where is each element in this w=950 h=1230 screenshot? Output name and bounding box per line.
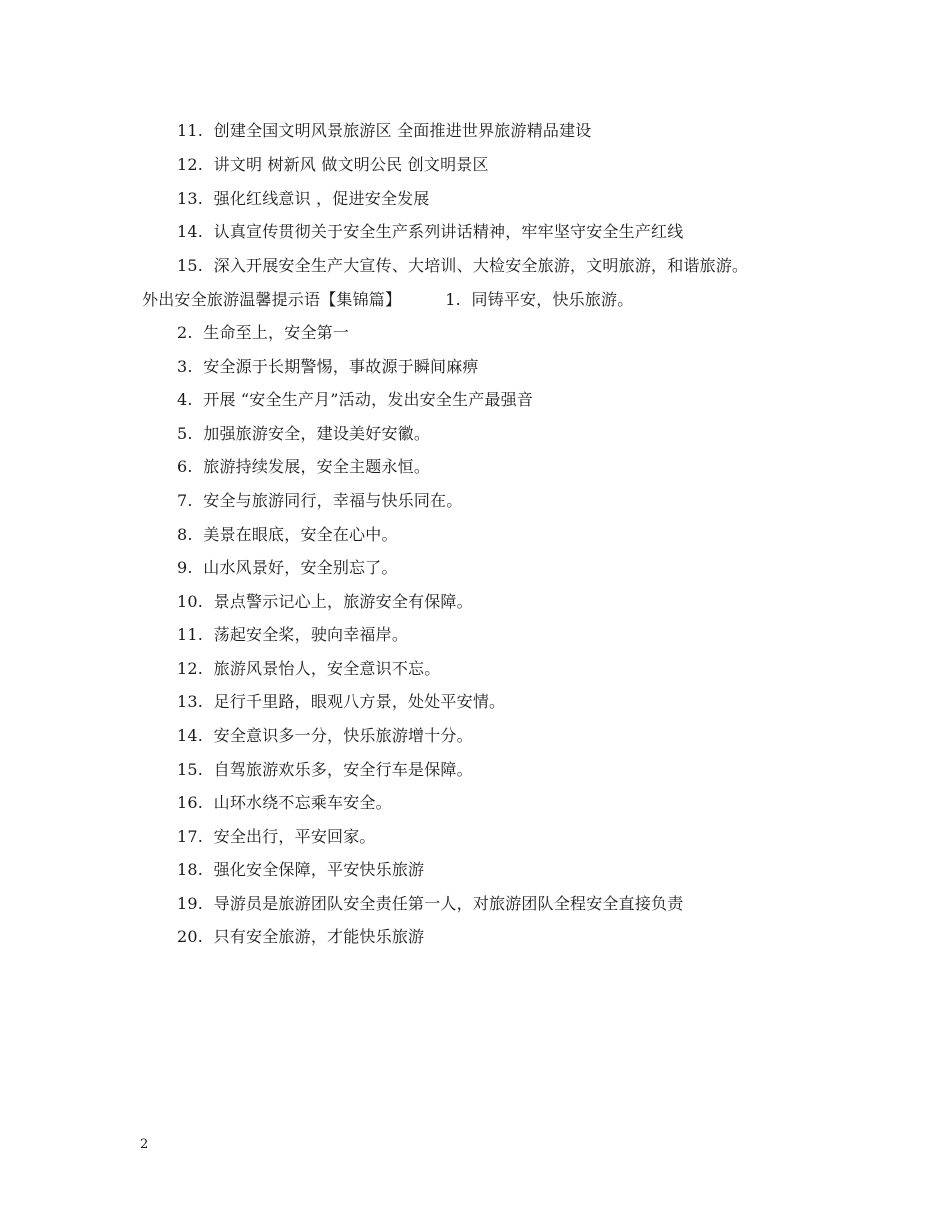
list-item: 10. 景点警示记心上，旅游安全有保障。	[177, 592, 473, 611]
list-item: 17. 安全出行，平安回家。	[177, 827, 376, 846]
list-item: 19. 导游员是旅游团队安全责任第一人，对旅游团队全程安全直接负责	[177, 894, 684, 913]
list-item: 8. 美景在眼底，安全在心中。	[177, 525, 398, 544]
list-item: 13. 足行千里路，眼观八方景，处处平安情。	[177, 692, 506, 711]
list-item: 2. 生命至上，安全第一	[177, 323, 350, 342]
section-heading-line	[142, 290, 633, 310]
section-heading: 外出安全旅游温馨提示语【集锦篇】	[142, 290, 402, 309]
list-item: 16. 山环水绕不忘乘车安全。	[177, 793, 392, 812]
list-item: 1. 同铸平安，快乐旅游。	[445, 290, 634, 309]
list-item: 14. 认真宣传贯彻关于安全生产系列讲话精神，牢牢坚守安全生产红线	[177, 222, 684, 241]
list-item: 5. 加强旅游安全，建设美好安徽。	[177, 424, 431, 443]
list-item: 6. 旅游持续发展，安全主题永恒。	[177, 457, 431, 476]
list-item: 3. 安全源于长期警惕，事故源于瞬间麻痹	[177, 357, 479, 376]
list-item: 15. 深入开展安全生产大宣传、大培训、大检安全旅游，文明旅游，和谐旅游。	[177, 256, 749, 275]
list-item: 18. 强化安全保障，平安快乐旅游	[177, 860, 425, 879]
list-item: 12. 旅游风景怡人，安全意识不忘。	[177, 659, 441, 678]
list-item: 20. 只有安全旅游，才能快乐旅游	[177, 927, 425, 946]
list-item: 13. 强化红线意识 ，促进安全发展	[177, 189, 430, 208]
list-item: 14. 安全意识多一分，快乐旅游增十分。	[177, 726, 473, 745]
list-item: 9. 山水风景好，安全别忘了。	[177, 558, 398, 577]
list-item: 4. 开展 “安全生产月”活动，发出安全生产最强音	[177, 390, 534, 409]
list-item: 12. 讲文明 树新风 做文明公民 创文明景区	[177, 155, 489, 174]
list-item: 7. 安全与旅游同行，幸福与快乐同在。	[177, 491, 463, 510]
list-item: 11. 荡起安全桨，驶向幸福岸。	[177, 625, 409, 644]
list-item: 11. 创建全国文明风景旅游区 全面推进世界旅游精品建设	[177, 121, 592, 140]
list-item: 15. 自驾旅游欢乐多，安全行车是保障。	[177, 760, 473, 779]
page-number: 2	[140, 1137, 149, 1152]
